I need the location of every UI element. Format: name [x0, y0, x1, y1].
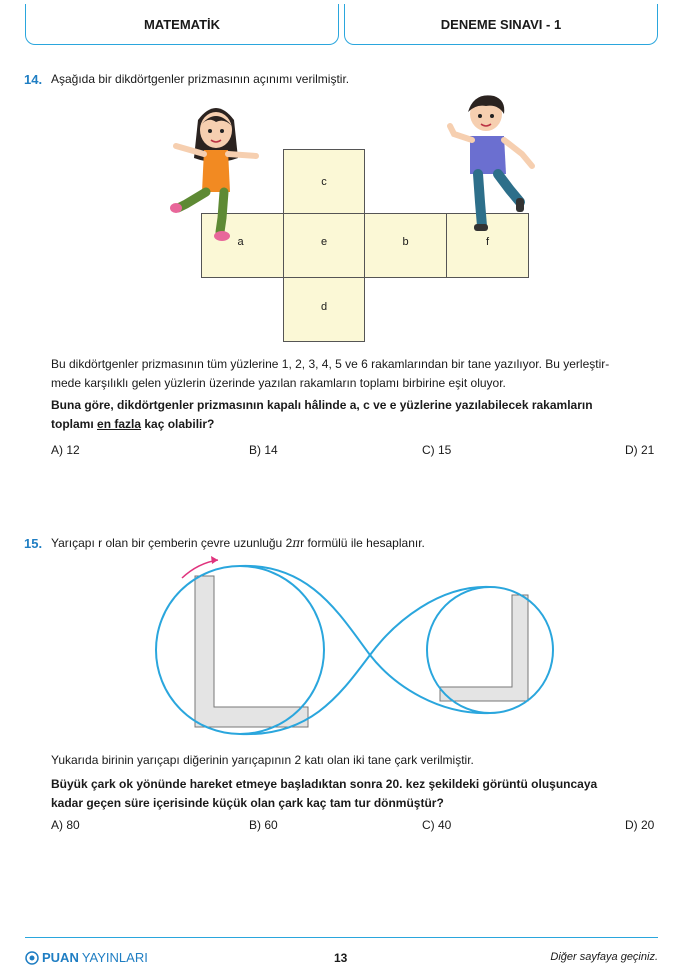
q14-option-d[interactable]: D) 21: [625, 443, 655, 457]
next-page-note: Diğer sayfaya geçiniz.: [550, 951, 658, 963]
face-c-label: c: [321, 175, 327, 188]
footer-divider: [25, 937, 658, 938]
header-subject-text: MATEMATİK: [143, 16, 221, 32]
q15-stem: [51, 534, 425, 553]
q14-option-a[interactable]: A) 12: [51, 443, 80, 457]
face-c: [283, 149, 365, 214]
q15-paragraph: Yukarıda birinin yarıçapı diğerinin yarıçapının 2 katı olan iki tane çark verilmiştir.: [51, 753, 474, 767]
publisher-logo-text-b: YAYINLARI: [81, 950, 148, 965]
q15-stem-b: r formülü ile hesaplanır.: [300, 536, 425, 550]
q14-option-c[interactable]: C) 15: [422, 443, 452, 457]
face-f-label: f: [485, 235, 490, 248]
face-b-label: b: [402, 235, 409, 248]
face-e: [283, 213, 365, 278]
q15-question-line1: Büyük çark ok yönünde hareket etmeye başladıktan sonra 20. kez şekildeki görüntü oluşuncaya: [51, 777, 598, 791]
q15-option-a[interactable]: A) 80: [51, 818, 80, 832]
header-exam-text: DENEME SINAVI - 1: [440, 16, 562, 32]
face-b: [364, 213, 447, 278]
q15-question: [51, 775, 663, 813]
q14-question-line2b: kaç olabilir?: [141, 417, 215, 431]
q14-question-line2a: toplamı: [51, 417, 98, 431]
q15-stem-a: Yarıçapı r olan bir çemberin çevre uzunluğu 2: [51, 536, 293, 550]
pi-symbol: π: [292, 536, 301, 550]
q14-question: [51, 396, 663, 434]
q14-paragraph-line2: mede karşılıklı gelen yüzlerin üzerinde yazılan rakamların toplamı birbirine eşit oluyor.: [51, 376, 506, 390]
publisher-logo: [25, 950, 148, 965]
q15-question-line2: kadar geçen süre içerisinde küçük olan çark kaç tam tur dönmüştür?: [51, 796, 444, 810]
face-d-label: d: [320, 300, 328, 313]
q14-paragraph: [51, 355, 663, 393]
q14-stem: Aşağıda bir dikdörtgenler prizmasının açınımı verilmiştir.: [51, 72, 350, 86]
q14-question-line2: [51, 415, 663, 434]
q15-number: 15.: [24, 536, 43, 551]
header-exam: [344, 4, 658, 45]
boy-illustration: [440, 92, 540, 237]
publisher-logo-text-a: PUAN: [42, 950, 79, 965]
q15-option-d[interactable]: D) 20: [625, 818, 655, 832]
q14-question-emphasis: en fazla: [97, 417, 142, 431]
q14-paragraph-line1: Bu dikdörtgenler prizmasının tüm yüzlerine 1, 2, 3, 4, 5 ve 6 rakamlarından bir tane yazılıyor. Bu yerleştir-: [51, 357, 610, 371]
q15-option-b[interactable]: B) 60: [249, 818, 278, 832]
face-e-label: e: [320, 235, 328, 248]
face-d: [283, 277, 365, 342]
face-a-label: a: [237, 235, 244, 248]
publisher-logo-icon: [25, 951, 39, 965]
q15-option-c[interactable]: C) 40: [422, 818, 452, 832]
header-subject: [25, 4, 339, 45]
q14-question-line1: Buna göre, dikdörtgenler prizmasının kapalı hâlinde a, c ve e yüzlerine yazılabilecek rakamların: [51, 398, 593, 412]
wheels-figure: [140, 555, 560, 745]
q14-number: 14.: [24, 72, 43, 87]
page-number: 13: [334, 951, 348, 965]
q14-option-b[interactable]: B) 14: [249, 443, 278, 457]
girl-illustration: [168, 100, 268, 245]
